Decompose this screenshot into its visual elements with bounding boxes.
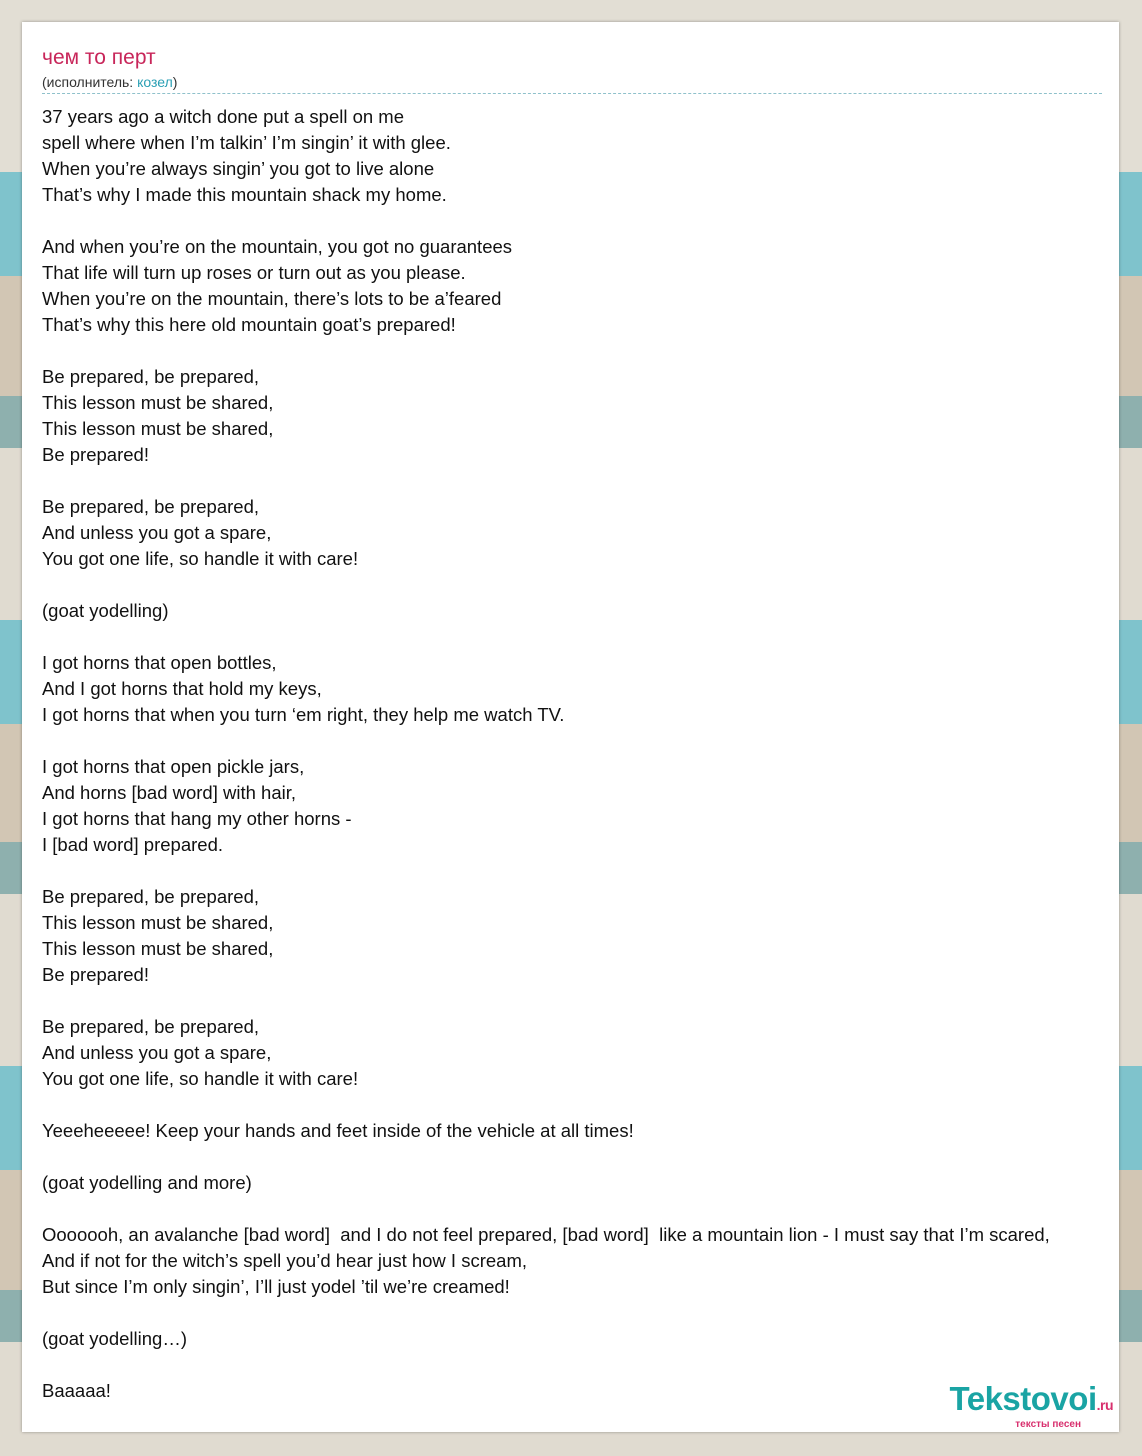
lyrics-page: [22, 22, 1119, 1432]
site-logo[interactable]: [950, 1382, 1113, 1430]
title-divider: [42, 93, 1102, 94]
artist-prefix: (исполнитель:: [42, 74, 138, 90]
lyrics-text: 37 years ago a witch done put a spell on me spell where when I’m talkin’ I’m singin’ it with glee. When you’re always singin’ you got to live alone That’s why I made this mountain shack my home. And when you’re on the mountain, you got no guarantees That life will turn up roses or turn out as you please. When you’re on the mountain, there’s lots to be a’feared That’s why this here old mountain goat’s prepared! Be prepared, be prepared, This lesson must be shared, This lesson must be shared, Be prepared! Be prepared, be prepared, And unless you got a spare, You got one life, so handle it with care! (goat yodelling) I got horns that open bottles, And I got horns that hold my keys, I got horns that when you turn ‘em right, they help me watch TV. I got horns that open pickle jars, And horns [bad word] with hair, I got horns that hang my other horns - I [bad word] prepared. Be prepared, be prepared, This lesson must be shared, This lesson must be shared, Be prepared! Be prepared, be prepared, And unless you got a spare, You got one life, so handle it with care! Yeeeheeeee! Keep your hands and feet inside of the vehicle at all times! (goat yodelling and more) Ooooooh, an avalanche [bad word] and I do not feel prepared, [bad word] like a mountain lion - I must say that I’m scared, And if not for the witch’s spell you’d hear just how I scream, But since I’m only singin’, I’ll just yodel ’til we’re creamed! (goat yodelling…) Baaaaa!: [42, 106, 1050, 1401]
logo-wordmark: [950, 1382, 1113, 1422]
logo-tld: .ru: [1096, 1397, 1113, 1413]
artist-suffix: ): [172, 74, 178, 90]
logo-tagline: тексты песен: [1015, 1419, 1081, 1430]
song-title: чем то перт: [42, 46, 156, 69]
artist-link[interactable]: козел: [137, 74, 173, 90]
logo-name: Tekstovoi: [949, 1380, 1097, 1417]
artist-line: [42, 73, 177, 91]
